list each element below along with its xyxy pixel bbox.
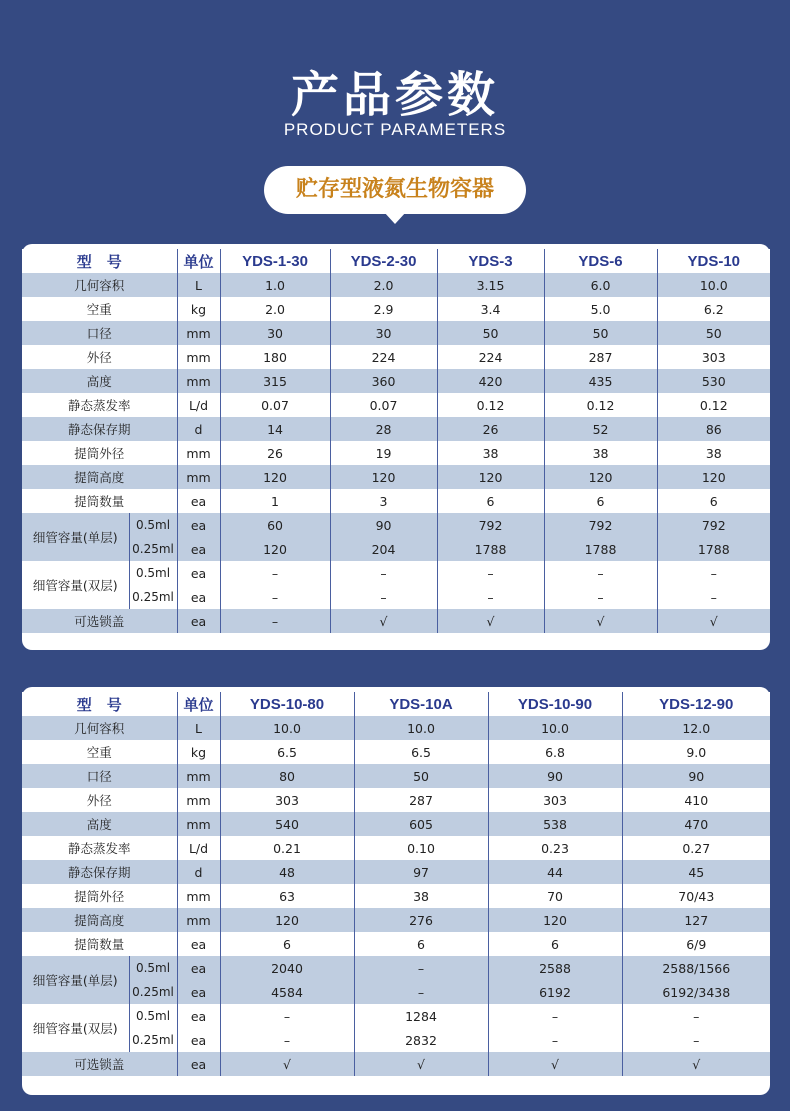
product-category-pill [264,166,526,214]
row-unit: mm [177,345,220,369]
row-label: 空重 [22,297,177,321]
table-row [22,788,770,812]
row-value: 90 [488,764,622,788]
row-value: 26 [220,441,330,465]
row-value: 2588/1566 [622,956,770,980]
row-unit: d [177,417,220,441]
row-value: 530 [657,369,770,393]
row-value: 3 [330,489,437,513]
row-value: 470 [622,812,770,836]
row-value: 10.0 [657,273,770,297]
row-value: 287 [354,788,488,812]
row-value: 10.0 [220,716,354,740]
row-value: 38 [437,441,544,465]
table-row [22,980,770,1004]
row-value: – [488,1028,622,1052]
row-label: 提筒外径 [22,884,177,908]
row-value: 120 [657,465,770,489]
row-sublabel: 0.5ml [129,956,177,980]
row-value: 70/43 [622,884,770,908]
row-label: 提筒高度 [22,465,177,489]
row-unit: ea [177,1028,220,1052]
row-value: 224 [330,345,437,369]
row-value: – [330,585,437,609]
model-name: YDS-1-30 [220,249,330,273]
row-value: 2832 [354,1028,488,1052]
group-label: 细管容量(双层) [22,1004,129,1052]
row-value: 0.27 [622,836,770,860]
row-value: – [220,609,330,633]
model-name: YDS-3 [437,249,544,273]
row-label: 可选锁盖 [22,1052,177,1076]
spec-table-2 [22,692,770,1076]
row-value: 120 [488,908,622,932]
row-value: 10.0 [488,716,622,740]
row-value: 0.10 [354,836,488,860]
row-value: – [220,1004,354,1028]
row-value: 6 [437,489,544,513]
row-label: 外径 [22,345,177,369]
row-value: 0.07 [220,393,330,417]
row-unit: ea [177,1004,220,1028]
row-unit: mm [177,812,220,836]
row-value: 0.12 [437,393,544,417]
row-value: – [657,561,770,585]
row-value: 2588 [488,956,622,980]
row-value: 50 [354,764,488,788]
row-unit: ea [177,956,220,980]
table-row [22,1004,770,1028]
table-row [22,465,770,489]
table-header-row [22,249,770,273]
table-row [22,812,770,836]
page-title: 产品参数 [290,67,499,123]
table-row [22,956,770,980]
row-value: 1284 [354,1004,488,1028]
row-value: √ [622,1052,770,1076]
row-value: 303 [657,345,770,369]
row-value: 6 [354,932,488,956]
row-value: 6 [220,932,354,956]
row-value: 6.2 [657,297,770,321]
row-value: 120 [544,465,657,489]
row-value: 120 [220,908,354,932]
model-name: YDS-12-90 [622,692,770,716]
row-value: 2.0 [220,297,330,321]
row-unit: mm [177,764,220,788]
row-unit: L/d [177,836,220,860]
row-value: 120 [220,537,330,561]
row-sublabel: 0.25ml [129,1028,177,1052]
row-value: 120 [330,465,437,489]
row-unit: mm [177,321,220,345]
row-value: 97 [354,860,488,884]
row-value: 4584 [220,980,354,1004]
unit-header: 单位 [177,692,220,716]
table-row [22,537,770,561]
model-name: YDS-6 [544,249,657,273]
row-value: – [220,561,330,585]
row-value: 435 [544,369,657,393]
row-value: 0.23 [488,836,622,860]
row-value: 120 [437,465,544,489]
row-value: 50 [437,321,544,345]
row-unit: ea [177,489,220,513]
row-value: – [437,585,544,609]
row-label: 提筒数量 [22,932,177,956]
row-unit: L [177,273,220,297]
row-value: 6192/3438 [622,980,770,1004]
row-value: 3.15 [437,273,544,297]
row-sublabel: 0.25ml [129,537,177,561]
row-value: 276 [354,908,488,932]
row-label: 静态保存期 [22,860,177,884]
table-row [22,860,770,884]
row-label: 提筒高度 [22,908,177,932]
row-value: – [220,1028,354,1052]
row-value: 6 [544,489,657,513]
row-value: 12.0 [622,716,770,740]
row-value: √ [657,609,770,633]
model-name: YDS-10-80 [220,692,354,716]
product-category-label: 贮存型液氮生物容器 [295,177,494,202]
row-unit: mm [177,908,220,932]
row-unit: mm [177,369,220,393]
row-value: 28 [330,417,437,441]
row-value: 420 [437,369,544,393]
row-value: 410 [622,788,770,812]
row-value: – [544,561,657,585]
table-row [22,836,770,860]
row-value: √ [330,609,437,633]
row-value: 9.0 [622,740,770,764]
row-value: – [220,585,330,609]
row-value: 792 [437,513,544,537]
model-name: YDS-10A [354,692,488,716]
row-unit: L [177,716,220,740]
row-value: 120 [220,465,330,489]
unit-header: 单位 [177,249,220,273]
row-value: 6.8 [488,740,622,764]
row-value: 538 [488,812,622,836]
row-label: 可选锁盖 [22,609,177,633]
row-value: 38 [354,884,488,908]
row-value: 0.12 [544,393,657,417]
row-value: 2040 [220,956,354,980]
table-row [22,764,770,788]
row-value: 44 [488,860,622,884]
row-label: 静态保存期 [22,417,177,441]
row-label: 几何容积 [22,716,177,740]
row-value: 6 [488,932,622,956]
row-value: 70 [488,884,622,908]
row-label: 空重 [22,740,177,764]
table-row [22,932,770,956]
row-value: 540 [220,812,354,836]
row-value: 48 [220,860,354,884]
row-value: – [657,585,770,609]
row-value: 1788 [657,537,770,561]
table-row [22,1028,770,1052]
row-unit: ea [177,585,220,609]
table-row [22,1052,770,1076]
row-unit: mm [177,884,220,908]
table-header-row [22,692,770,716]
row-sublabel: 0.5ml [129,513,177,537]
row-value: 0.21 [220,836,354,860]
row-value: 63 [220,884,354,908]
row-label: 口径 [22,321,177,345]
table-row [22,585,770,609]
row-value: 6.0 [544,273,657,297]
row-value: 30 [330,321,437,345]
table-row [22,321,770,345]
row-value: – [354,956,488,980]
table-row [22,489,770,513]
row-value: 1788 [544,537,657,561]
row-unit: d [177,860,220,884]
row-value: 6 [657,489,770,513]
row-value: 50 [544,321,657,345]
row-sublabel: 0.25ml [129,585,177,609]
spec-table-1 [22,249,770,633]
row-value: 3.4 [437,297,544,321]
row-sublabel: 0.25ml [129,980,177,1004]
model-name: YDS-10-90 [488,692,622,716]
row-value: √ [488,1052,622,1076]
row-value: 0.12 [657,393,770,417]
row-label: 静态蒸发率 [22,393,177,417]
row-value: – [354,980,488,1004]
row-value: – [488,1004,622,1028]
table-row [22,561,770,585]
table-row [22,716,770,740]
row-label: 提筒数量 [22,489,177,513]
model-header: 型 号 [22,692,177,716]
row-value: 6.5 [354,740,488,764]
row-value: 90 [622,764,770,788]
table-row [22,345,770,369]
row-label: 外径 [22,788,177,812]
row-value: 1 [220,489,330,513]
row-value: – [622,1004,770,1028]
row-value: 90 [330,513,437,537]
row-value: 1788 [437,537,544,561]
row-label: 几何容积 [22,273,177,297]
row-label: 口径 [22,764,177,788]
row-value: 127 [622,908,770,932]
row-sublabel: 0.5ml [129,561,177,585]
row-value: √ [220,1052,354,1076]
row-value: 19 [330,441,437,465]
row-unit: L/d [177,393,220,417]
row-value: 38 [657,441,770,465]
group-label: 细管容量(单层) [22,513,129,561]
row-value: 86 [657,417,770,441]
row-label: 静态蒸发率 [22,836,177,860]
group-label: 细管容量(单层) [22,956,129,1004]
row-unit: kg [177,297,220,321]
row-value: 303 [220,788,354,812]
row-value: 26 [437,417,544,441]
row-unit: mm [177,441,220,465]
row-value: 30 [220,321,330,345]
row-value: 204 [330,537,437,561]
spec-panel-1 [22,244,770,650]
row-label: 提筒外径 [22,441,177,465]
row-unit: ea [177,1052,220,1076]
row-value: 224 [437,345,544,369]
row-value: 2.0 [330,273,437,297]
row-label: 高度 [22,812,177,836]
table-row [22,417,770,441]
row-value: 38 [544,441,657,465]
row-value: 180 [220,345,330,369]
row-value: 792 [657,513,770,537]
table-row [22,609,770,633]
row-unit: ea [177,980,220,1004]
table-row [22,297,770,321]
spec-panel-2 [22,687,770,1095]
row-value: 6/9 [622,932,770,956]
row-value: – [330,561,437,585]
row-value: 0.07 [330,393,437,417]
model-header: 型 号 [22,249,177,273]
row-value: 45 [622,860,770,884]
row-value: 10.0 [354,716,488,740]
table-row [22,740,770,764]
row-value: 6.5 [220,740,354,764]
row-value: 52 [544,417,657,441]
table-row [22,393,770,417]
model-name: YDS-10 [657,249,770,273]
table-row [22,884,770,908]
row-unit: kg [177,740,220,764]
row-value: 6192 [488,980,622,1004]
row-value: 14 [220,417,330,441]
row-value: 792 [544,513,657,537]
table-row [22,908,770,932]
row-unit: mm [177,465,220,489]
table-row [22,441,770,465]
row-value: 303 [488,788,622,812]
row-label: 高度 [22,369,177,393]
row-value: 50 [657,321,770,345]
row-value: √ [354,1052,488,1076]
table-row [22,513,770,537]
row-sublabel: 0.5ml [129,1004,177,1028]
row-unit: mm [177,788,220,812]
row-value: – [622,1028,770,1052]
row-value: 605 [354,812,488,836]
row-value: 315 [220,369,330,393]
group-label: 细管容量(双层) [22,561,129,609]
row-value: 2.9 [330,297,437,321]
table-row [22,369,770,393]
model-name: YDS-2-30 [330,249,437,273]
row-value: 80 [220,764,354,788]
row-value: 287 [544,345,657,369]
table-row [22,273,770,297]
row-value: √ [437,609,544,633]
row-value: 1.0 [220,273,330,297]
row-unit: ea [177,609,220,633]
row-value: – [544,585,657,609]
page-subtitle: PRODUCT PARAMETERS [283,120,507,139]
row-unit: ea [177,932,220,956]
row-value: √ [544,609,657,633]
pill-pointer-arrow [384,212,406,224]
row-value: 5.0 [544,297,657,321]
row-unit: ea [177,561,220,585]
row-unit: ea [177,513,220,537]
row-value: 60 [220,513,330,537]
row-value: 360 [330,369,437,393]
row-unit: ea [177,537,220,561]
row-value: – [437,561,544,585]
